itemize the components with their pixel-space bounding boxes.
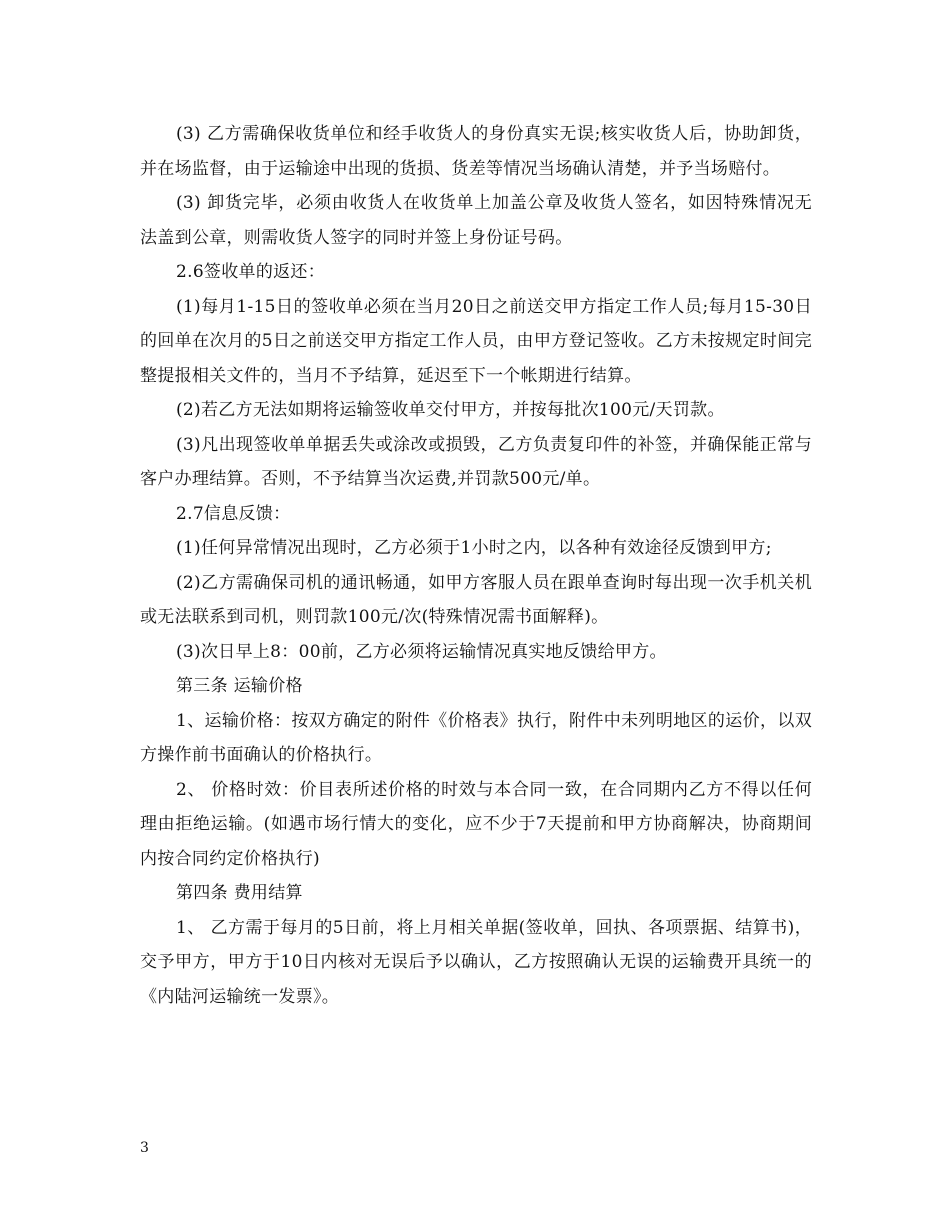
paragraph-driver-communication: (2)乙方需确保司机的通讯畅通，如甲方客服人员在跟单查询时每出现一次手机关机或无法联系到司机，则罚款100元/次(特殊情况需书面解释)。 — [140, 572, 812, 627]
paragraph-late-penalty: (2)若乙方无法如期将运输签收单交付甲方，并按每批次100元/天罚款。 — [176, 400, 725, 420]
paragraph-lost-receipt: (3)凡出现签收单单据丢失或涂改或损毁，乙方负责复印件的补签，并确保能正常与客户办理结算。否则，不予结算当次运费,并罚款500元/单。 — [140, 434, 812, 489]
section-heading-2-6: 2.6签收单的返还： — [176, 262, 326, 282]
article-heading-3: 第三条 运输价格 — [176, 676, 303, 696]
page-number: 3 — [140, 1140, 149, 1156]
paragraph-receipt-deadline: (1)每月1-15日的签收单必须在当月20日之前送交甲方指定工作人员;每月15-30日的回单在次月的5日之前送交甲方指定工作人员，由甲方登记签收。乙方未按规定时间完整提报相关文件的，当月不予结算，延迟至下一个帐期进行结算。 — [140, 296, 812, 386]
paragraph-settlement: 1、 乙方需于每月的5日前，将上月相关单据(签收单，回执、各项票据、结算书)，交予甲方，甲方于10日内核对无误后予以确认，乙方按照确认无误的运输费开具统一的《内陆河运输统一发票》。 — [140, 917, 812, 1007]
article-heading-4: 第四条 费用结算 — [176, 883, 303, 903]
paragraph-price-validity: 2、 价格时效：价目表所述价格的时效与本合同一致，在合同期内乙方不得以任何理由拒绝运输。(如遇市场行情大的变化，应不少于7天提前和甲方协商解决，协商期间内按合同约定价格执行) — [140, 779, 812, 869]
paragraph-exception-feedback: (1)任何异常情况出现时，乙方必须于1小时之内，以各种有效途径反馈到甲方; — [176, 538, 772, 558]
section-heading-2-7: 2.7信息反馈： — [176, 503, 291, 524]
paragraph-daily-report: (3)次日早上8：00前，乙方必须将运输情况真实地反馈给甲方。 — [176, 641, 667, 662]
paragraph-transport-price: 1、运输价格：按双方确定的附件《价格表》执行，附件中未列明地区的运价，以双方操作前书面确认的价格执行。 — [140, 710, 812, 765]
paragraph-receiver-identity: (3) 乙方需确保收货单位和经手收货人的身份真实无误;核实收货人后，协助卸货，并在场监督，由于运输途中出现的货损、货差等情况当场确认清楚，并予当场赔付。 — [140, 124, 812, 179]
paragraph-unloading-signature: (3) 卸货完毕，必须由收货人在收货单上加盖公章及收货人签名，如因特殊情况无法盖到公章，则需收货人签字的同时并签上身份证号码。 — [140, 193, 812, 248]
document-body — [140, 117, 812, 1014]
